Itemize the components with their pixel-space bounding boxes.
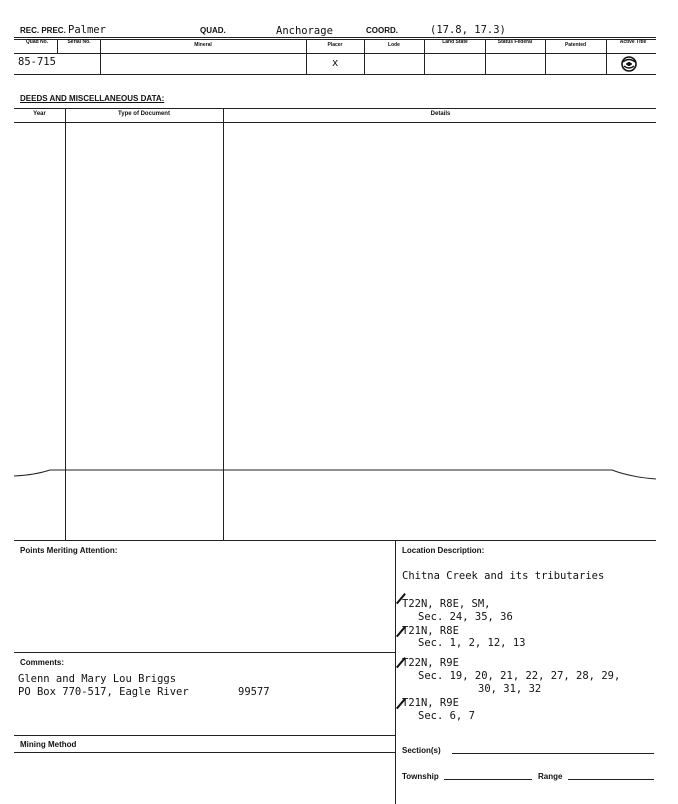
col-active-title: Active Title bbox=[619, 39, 647, 45]
location-line-5: Sec. 1, 2, 12, 13 bbox=[418, 637, 526, 649]
deeds-col-type: Type of Document bbox=[118, 111, 170, 117]
comments-rule bbox=[14, 652, 395, 653]
claim-table-rule-3 bbox=[14, 74, 656, 75]
coord-value: (17.8, 17.3) bbox=[430, 24, 506, 36]
location-line-6: T22N, R9E bbox=[402, 657, 459, 669]
bottom-col-divider bbox=[395, 540, 396, 804]
col-mineral: Mineral bbox=[194, 42, 212, 48]
location-line-2: T22N, R8E, SM, bbox=[402, 598, 491, 610]
range-label: Range bbox=[538, 772, 563, 781]
location-description-label: Location Description: bbox=[402, 546, 485, 555]
quad-value: Anchorage bbox=[276, 25, 333, 37]
location-line-7: Sec. 19, 20, 21, 22, 27, 28, 29, bbox=[418, 670, 621, 682]
quad-label: QUAD. bbox=[200, 26, 226, 35]
comments-line-2: PO Box 770-517, Eagle River bbox=[18, 686, 189, 698]
header-rule bbox=[14, 37, 656, 38]
location-line-4: T21N, R8E bbox=[402, 625, 459, 637]
mining-method-rule-top bbox=[14, 735, 395, 736]
points-meriting-attention-label: Points Meriting Attention: bbox=[20, 546, 118, 555]
claim-col-div-6 bbox=[485, 39, 486, 74]
rec-prec-label: REC. PREC. bbox=[20, 26, 66, 35]
deeds-col-details: Details bbox=[430, 111, 451, 117]
deeds-title: DEEDS AND MISCELLANEOUS DATA: bbox=[20, 94, 165, 103]
mining-method-rule-bottom bbox=[14, 752, 395, 753]
col-lode: Lode bbox=[388, 42, 400, 48]
deeds-rule-1 bbox=[14, 108, 656, 109]
location-line-8: 30, 31, 32 bbox=[478, 683, 542, 695]
fold-line bbox=[0, 462, 678, 492]
claim-table-rule-1 bbox=[14, 39, 656, 40]
col-placer: Placer bbox=[327, 42, 343, 48]
col-serial-no: Serial No. bbox=[67, 39, 91, 45]
location-line-1: Chitna Creek and its tributaries bbox=[402, 570, 605, 582]
township-field-line bbox=[444, 779, 532, 780]
range-field-line bbox=[568, 779, 654, 780]
comments-line-1: Glenn and Mary Lou Briggs bbox=[18, 673, 177, 685]
rec-prec-value: Palmer bbox=[68, 24, 106, 36]
stamp-icon bbox=[618, 54, 640, 74]
col-land-state: Land State bbox=[442, 39, 468, 45]
sections-label: Section(s) bbox=[402, 746, 441, 755]
deeds-rule-2 bbox=[14, 122, 656, 123]
claim-col-div-1 bbox=[57, 39, 58, 53]
location-line-9: T21N, R9E bbox=[402, 697, 459, 709]
location-line-10: Sec. 6, 7 bbox=[418, 710, 475, 722]
claim-col-div-5 bbox=[424, 39, 425, 74]
claim-col-div-8 bbox=[606, 39, 607, 74]
location-line-3: Sec. 24, 35, 36 bbox=[418, 611, 513, 623]
sections-field-line bbox=[452, 753, 654, 754]
coord-label: COORD. bbox=[366, 26, 398, 35]
comments-zip: 99577 bbox=[238, 686, 270, 698]
row-placer-mark: x bbox=[332, 57, 339, 69]
mining-method-label: Mining Method bbox=[20, 740, 77, 749]
bottom-rule-main bbox=[14, 540, 656, 541]
col-status-federal: Status Federal bbox=[497, 39, 533, 45]
township-label: Township bbox=[402, 772, 439, 781]
row-quad-no: 85-715 bbox=[18, 56, 56, 68]
claim-table-rule-2 bbox=[14, 53, 656, 54]
col-quad-no: Quad No. bbox=[25, 39, 49, 45]
deeds-col-year: Year bbox=[33, 111, 46, 117]
comments-label: Comments: bbox=[20, 658, 65, 667]
col-patented: Patented bbox=[564, 42, 587, 48]
